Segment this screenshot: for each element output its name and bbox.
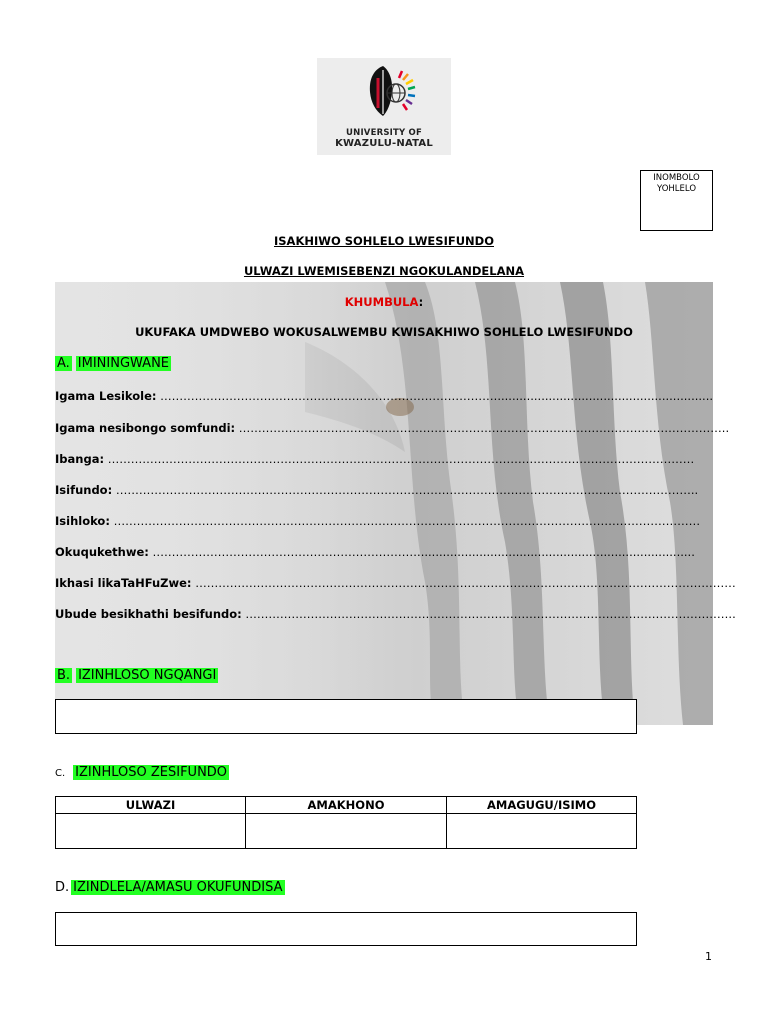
- field-label: Okuqukethwe:: [55, 545, 149, 559]
- university-logo: [317, 58, 451, 155]
- teaching-methods-box[interactable]: [55, 912, 637, 946]
- values-cell[interactable]: [447, 814, 637, 849]
- ref-box-line-1: INOMBOLO: [653, 173, 700, 183]
- document-subtitle: ULWAZI LWEMISEBENZI NGOKULANDELANA: [243, 264, 525, 278]
- field-dots: ………………………………………………………………………………………………………………..: [241, 607, 736, 621]
- section-d-heading: [55, 880, 285, 895]
- field-grade[interactable]: [55, 452, 694, 466]
- section-a-letter: A.: [57, 356, 70, 371]
- field-dots: ……………………………………………………………………………………………………………………………………..: [112, 483, 699, 497]
- document-title: ISAKHIWO SOHLELO LWESIFUNDO: [274, 234, 494, 248]
- field-subject[interactable]: [55, 483, 698, 497]
- section-b-heading: [55, 668, 218, 683]
- field-label: Ikhasi likaTaHFuZwe:: [55, 576, 192, 590]
- field-label: Igama Lesikole:: [55, 389, 157, 403]
- field-dots: ………………………………………………………………………………………………………………………………………: [109, 514, 701, 528]
- field-student-name[interactable]: [55, 421, 729, 435]
- field-dots: ……………………………………………………………………………............................................................: [156, 389, 714, 403]
- header-values: AMAGUGU/ISIMO: [447, 797, 637, 814]
- field-label: Isifundo:: [55, 483, 113, 497]
- field-dots: ………………………………………………………………………………………………………………………………………: [104, 452, 695, 466]
- objectives-header-row: [56, 797, 637, 814]
- section-b-title: IZINHLOSO NGQANGI: [78, 668, 217, 683]
- header-knowledge: ULWAZI: [56, 797, 246, 814]
- section-d-title: IZINDLELA/AMASU OKUFUNDISA: [73, 880, 283, 895]
- field-label: Igama nesibongo somfundi:: [55, 421, 236, 435]
- logo-line-2: KWAZULU-NATAL: [335, 138, 433, 149]
- section-c-title: IZINHLOSO ZESIFUNDO: [75, 765, 228, 780]
- field-label: Ubude besikhathi besifundo:: [55, 607, 242, 621]
- field-dots: ………………………………………………………………………………………………………………..: [235, 421, 730, 435]
- instruction-text: UKUFAKA UMDWEBO WOKUSALWEMBU KWISAKHIWO SOHLELO LWESIFUNDO: [135, 325, 633, 339]
- logo-line-1: UNIVERSITY OF: [346, 128, 422, 138]
- field-label: Isihloko:: [55, 514, 110, 528]
- ukzn-crest-icon: [317, 58, 451, 128]
- page-number: 1: [705, 950, 712, 963]
- objectives-table: [55, 796, 637, 849]
- field-school-name[interactable]: [55, 389, 713, 403]
- section-a-heading: [55, 356, 171, 371]
- remember-colon: :: [418, 295, 424, 309]
- remember-line: [55, 295, 713, 309]
- field-content[interactable]: [55, 545, 695, 559]
- section-d-letter: D.: [55, 880, 70, 895]
- remember-label: KHUMBULA: [344, 295, 419, 309]
- zebra-background-image: [55, 282, 713, 725]
- field-topic[interactable]: [55, 514, 700, 528]
- field-dots: ……………………………………………………………………………………………………………………………: [191, 576, 736, 590]
- zebra-stripes-icon: [55, 282, 713, 725]
- knowledge-cell[interactable]: [56, 814, 246, 849]
- section-c-letter: C.: [55, 768, 66, 779]
- general-aims-box[interactable]: [55, 699, 637, 734]
- header-skills: AMAKHONO: [246, 797, 447, 814]
- field-dots: ……………………………………………………………............................................................................: [148, 545, 695, 559]
- section-a-title: IMININGWANE: [77, 356, 170, 371]
- skills-cell[interactable]: [246, 814, 447, 849]
- section-c-heading: [55, 765, 229, 780]
- field-page[interactable]: [55, 576, 736, 590]
- field-lesson-duration[interactable]: [55, 607, 736, 621]
- field-label: Ibanga:: [55, 452, 105, 466]
- ref-box-line-2: YOHLELO: [656, 184, 697, 194]
- section-b-letter: B.: [57, 668, 71, 683]
- reference-number-box[interactable]: [640, 170, 713, 231]
- objectives-input-row: [56, 814, 637, 849]
